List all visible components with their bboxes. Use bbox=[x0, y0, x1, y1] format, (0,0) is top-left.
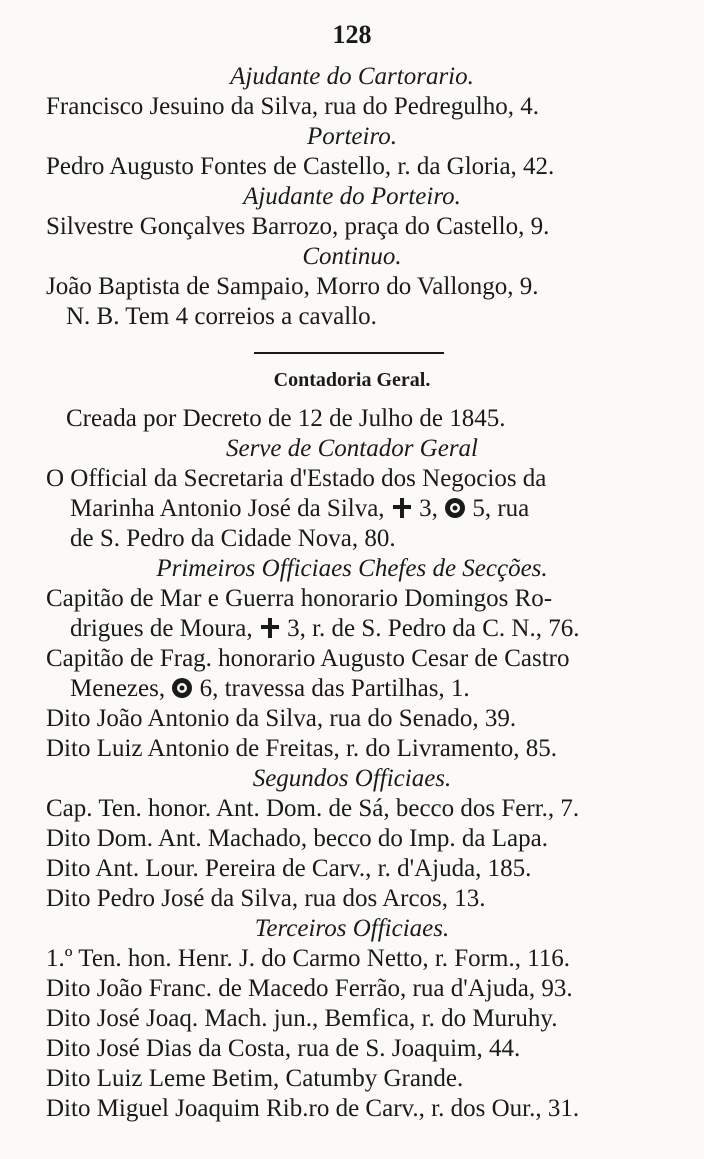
list-item: Dito José Joaq. Mach. jun., Bemfica, r. do Muruhy. bbox=[46, 1005, 558, 1032]
creation-note: Creada por Decreto de 12 de Julho de 1845. bbox=[66, 405, 506, 432]
contadoria-list bbox=[0, 404, 704, 1124]
entry-primeiros-line-4 bbox=[0, 674, 704, 704]
entry-serve-text-c: 5, rua bbox=[472, 495, 530, 522]
staff-list-top bbox=[0, 62, 704, 332]
list-item: Dito João Franc. de Macedo Ferrão, rua d'Ajuda, 93. bbox=[46, 975, 573, 1002]
order-cross-icon bbox=[391, 497, 413, 527]
order-rosette-icon bbox=[171, 677, 193, 707]
entry-primeiros-line-5: Dito João Antonio da Silva, rua do Senado, 39. bbox=[46, 705, 517, 732]
entry-primeiros-line-3: Capitão de Frag. honorario Augusto Cesar de Castro bbox=[46, 645, 570, 672]
entry-serve-line-1: O Official da Secretaria d'Estado dos Negocios da bbox=[46, 465, 547, 492]
entry-primeiros-line-2 bbox=[0, 614, 704, 644]
list-item: 1.º Ten. hon. Henr. J. do Carmo Netto, r. Form., 116. bbox=[46, 945, 571, 972]
entry-ajudante: Francisco Jesuino da Silva, rua do Pedregulho, 4. bbox=[46, 93, 539, 120]
entry-ajudante-porteiro: Silvestre Gonçalves Barrozo, praça do Castello, 9. bbox=[46, 213, 550, 240]
heading-terceiros: Terceiros Officiaes. bbox=[254, 915, 450, 942]
entry-continuo: João Baptista de Sampaio, Morro do Vallongo, 9. bbox=[46, 273, 539, 300]
section-divider bbox=[254, 352, 444, 354]
list-item: Dito José Dias da Costa, rua de S. Joaquim, 44. bbox=[46, 1035, 521, 1062]
page-number: 128 bbox=[332, 20, 372, 49]
entry-primeiros-text-b: 3, r. de S. Pedro da C. N., 76. bbox=[287, 615, 580, 642]
entry-serve-text-a: Marinha Antonio José da Silva, bbox=[70, 495, 385, 522]
heading-ajudante-cartorario: Ajudante do Cartorario. bbox=[230, 63, 474, 90]
order-rosette-icon bbox=[444, 497, 466, 527]
note-nb: N. B. Tem 4 correios a cavallo. bbox=[66, 303, 377, 330]
heading-serve-contador: Serve de Contador Geral bbox=[225, 435, 479, 462]
list-item: Dito Pedro José da Silva, rua dos Arcos, 13. bbox=[46, 885, 486, 912]
heading-ajudante-porteiro: Ajudante do Porteiro. bbox=[243, 183, 461, 210]
list-item: Dito Dom. Ant. Machado, becco do Imp. da Lapa. bbox=[46, 825, 548, 852]
entry-serve-line-3: de S. Pedro da Cidade Nova, 80. bbox=[70, 525, 396, 552]
heading-porteiro: Porteiro. bbox=[306, 123, 398, 150]
entry-primeiros-text-d: 6, travessa das Partilhas, 1. bbox=[199, 675, 470, 702]
list-item: Dito Ant. Lour. Pereira de Carv., r. d'Ajuda, 185. bbox=[46, 855, 532, 882]
entry-primeiros-text-c: Menezes, bbox=[70, 675, 166, 702]
entry-serve-text-b: 3, bbox=[419, 495, 438, 522]
list-item: Dito Luiz Leme Betim, Catumby Grande. bbox=[46, 1065, 464, 1092]
entry-porteiro: Pedro Augusto Fontes de Castello, r. da Gloria, 42. bbox=[46, 153, 555, 180]
list-item: Cap. Ten. honor. Ant. Dom. de Sá, becco dos Ferr., 7. bbox=[46, 795, 580, 822]
order-cross-icon bbox=[259, 617, 281, 647]
heading-primeiros: Primeiros Officiaes Chefes de Secções. bbox=[156, 555, 548, 582]
section-title: Contadoria Geral. bbox=[273, 369, 431, 391]
entry-primeiros-line-6: Dito Luiz Antonio de Freitas, r. do Livramento, 85. bbox=[46, 735, 558, 762]
heading-continuo: Continuo. bbox=[302, 243, 402, 270]
entry-primeiros-text-a: drigues de Moura, bbox=[70, 615, 253, 642]
heading-segundos: Segundos Officiaes. bbox=[252, 765, 452, 792]
entry-serve-line-2 bbox=[0, 494, 704, 524]
entry-primeiros-line-1: Capitão de Mar e Guerra honorario Domingos Ro- bbox=[46, 585, 553, 612]
list-item: Dito Miguel Joaquim Rib.ro de Carv., r. dos Our., 31. bbox=[46, 1095, 580, 1122]
